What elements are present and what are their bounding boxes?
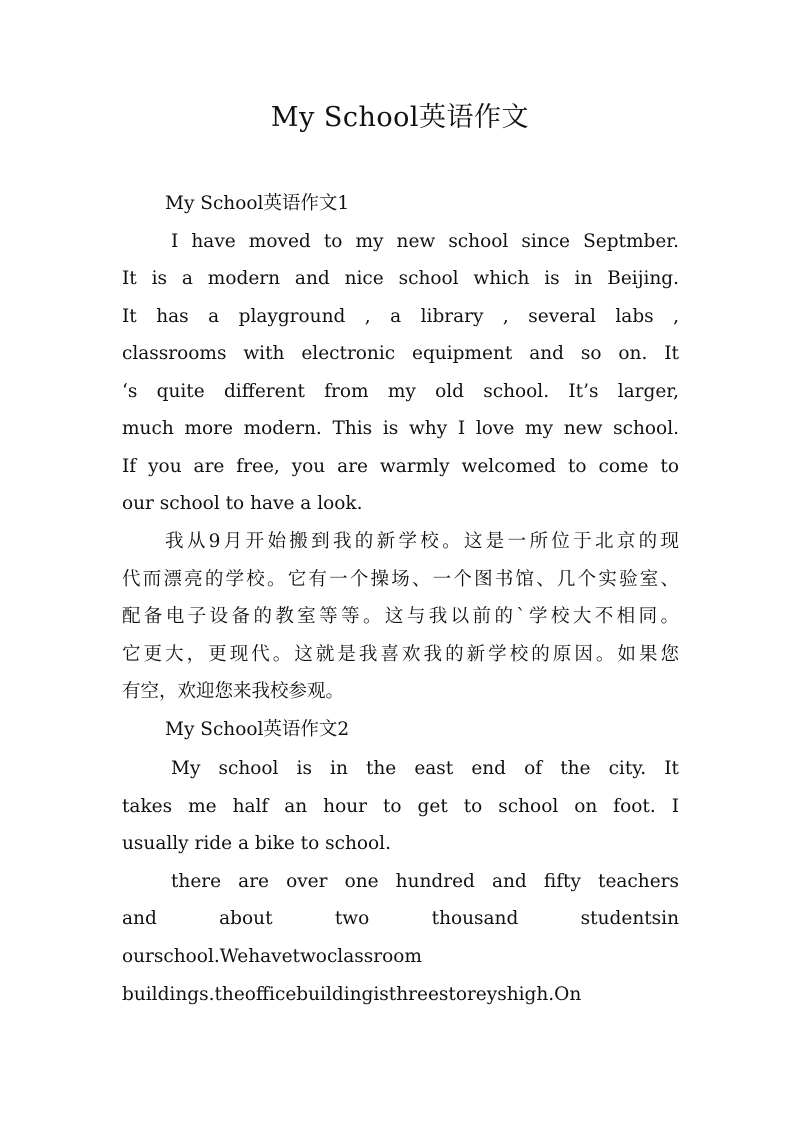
essay-1-line: It is a modern and nice school which is in Beijing. [122, 268, 679, 289]
essay-2-line: takes me half an hour to get to school on foot. I [122, 796, 679, 817]
essay-1-line: It has a playground , a library , several labs , [122, 306, 679, 327]
essay-1-translation-line: 有空，欢迎您来我校参观。 [122, 681, 345, 702]
essay-1-translation-line: 代而漂亮的学校。它有一个操场、一个图书馆、几个实验室、 [122, 569, 679, 590]
essay-2-heading: My School英语作文2 [165, 719, 350, 740]
essay-2-line: buildings.theofficebuildingisthreestoreyshigh.On [122, 984, 582, 1005]
essay-2-line: there are over one hundred and fifty teachers [171, 871, 679, 892]
essay-2-line: My school is in the east end of the city. It [171, 758, 679, 779]
essay-1-line: our school to have a look. [122, 493, 363, 514]
essay-1-line: much more modern. This is why I love my new school. [122, 418, 679, 439]
essay-1-translation-line: 它更大，更现代。这就是我喜欢我的新学校的原因。如果您 [122, 644, 679, 665]
essay-1-line: classrooms with electronic equipment and so on. It [122, 343, 679, 364]
essay-1-line: I have moved to my new school since Septmber. [171, 231, 679, 252]
essay-1-line: If you are free, you are warmly welcomed to come to [122, 456, 679, 477]
essay-1-heading: My School英语作文1 [165, 193, 350, 214]
document-title: My School英语作文 [270, 102, 530, 133]
essay-2-line: usually ride a bike to school. [122, 833, 391, 854]
essay-2-line: and about two thousand studentsin [122, 908, 679, 929]
essay-2-line: ourschool.Wehavetwoclassroom [122, 946, 422, 967]
essay-1-line: ‘s quite different from my old school. It’s larger, [122, 381, 679, 402]
essay-1-translation-line: 配备电子设备的教室等等。这与我以前的`学校大不相同。 [122, 606, 679, 627]
essay-1-translation-line: 我从9月开始搬到我的新学校。这是一所位于北京的现 [165, 531, 679, 552]
